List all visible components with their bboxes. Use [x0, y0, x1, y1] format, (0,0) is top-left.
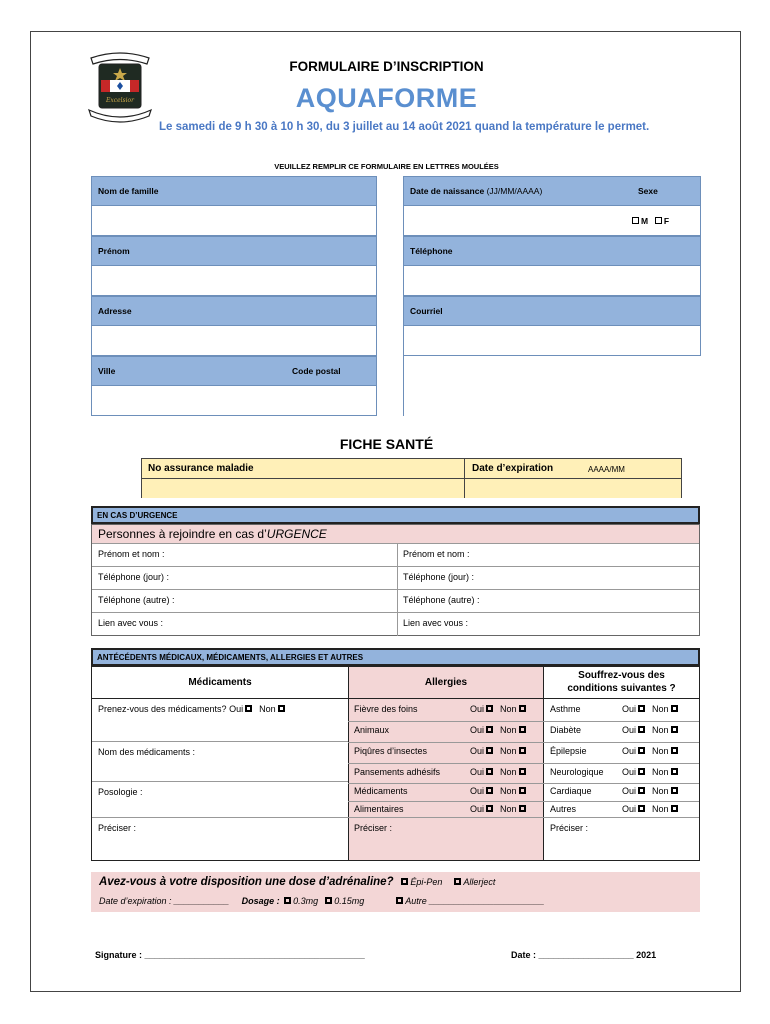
ville-input[interactable] [91, 386, 377, 416]
health-insurance-table [141, 458, 682, 498]
condition-options: Oui Non [622, 746, 680, 756]
allergy-options: Oui Non [470, 725, 528, 735]
instruction-text: VEUILLEZ REMPLIR CE FORMULAIRE EN LETTRES MOULÉES [274, 162, 499, 171]
condition-non-checkbox[interactable] [671, 787, 678, 794]
urgence-row[interactable]: Téléphone (jour) : Téléphone (jour) : [92, 567, 699, 590]
expiration-format: AAAA/MM [588, 465, 625, 474]
allergy-options: Oui Non [470, 704, 528, 714]
allergy-oui-checkbox[interactable] [486, 747, 493, 754]
allergy-non-checkbox[interactable] [519, 747, 526, 754]
nom-famille-input[interactable] [91, 206, 377, 236]
fiche-sante-title: FICHE SANTÉ [339, 436, 434, 452]
condition-label: Asthme [550, 704, 581, 714]
allergy-label: Pansements adhésifs [354, 767, 441, 777]
telephone-label: Téléphone [403, 236, 701, 266]
allergy-non-checkbox[interactable] [519, 805, 526, 812]
nom-medicaments-label: Nom des médicaments : [98, 747, 196, 757]
allergy-oui-checkbox[interactable] [486, 705, 493, 712]
urgence-row[interactable]: Lien avec vous : Lien avec vous : [98, 618, 469, 628]
sexe-m-checkbox[interactable] [632, 217, 639, 224]
urgence-intro: Personnes à rejoindre en cas d’URGENCE [92, 525, 699, 544]
adrenaline-question: Avez-vous à votre disposition une dose d’adrénaline? Épi-Pen Allerject [99, 876, 496, 888]
autre-field[interactable]: Autre _______________________ [405, 896, 545, 906]
date-naissance-input[interactable]: M F [403, 206, 701, 236]
allergy-non-checkbox[interactable] [519, 705, 526, 712]
medical-section-header: ANTÉCÉDENTS MÉDICAUX, MÉDICAMENTS, ALLERGIES ET AUTRES [91, 648, 700, 666]
prenom-input[interactable] [91, 266, 377, 296]
med-oui-checkbox[interactable] [245, 705, 252, 712]
condition-oui-checkbox[interactable] [638, 787, 645, 794]
allergy-options: Oui Non [470, 746, 528, 756]
schedule-text: Le samedi de 9 h 30 à 10 h 30, du 3 juillet au 14 août 2021 quand la température le permet. [159, 121, 650, 133]
courriel-label: Courriel [403, 296, 701, 326]
condition-label: Diabète [550, 725, 582, 735]
date-naissance-label: Date de naissance (JJ/MM/AAAA) Sexe [403, 176, 701, 206]
adresse-input[interactable] [91, 326, 377, 356]
urgence-section-header: EN CAS D’URGENCE [91, 506, 700, 524]
telephone-input[interactable] [403, 266, 701, 296]
urgence-row[interactable]: Téléphone (autre) : Téléphone (autre) : [92, 590, 699, 613]
form-page [30, 31, 741, 992]
med-preciser-label: Préciser : [98, 823, 137, 833]
condition-non-checkbox[interactable] [671, 705, 678, 712]
program-name: AQUAFORME [295, 83, 478, 113]
allergies-header: Allergies [424, 677, 468, 688]
adrenaline-details: Date d’expiration : ___________ Dosage : 0.3mg 0.15mg Autre _______________________ [99, 896, 545, 906]
condition-non-checkbox[interactable] [671, 768, 678, 775]
adrenaline-date-field[interactable]: Date d’expiration : ___________ [99, 896, 230, 906]
signature-field[interactable]: Signature : ____________________________________________ [95, 950, 365, 960]
adrenaline-section [91, 872, 700, 912]
expiration-label: Date d’expiration [472, 463, 554, 474]
sexe-f-checkbox[interactable] [655, 217, 662, 224]
date-field[interactable]: Date : ___________________ 2021 [511, 950, 657, 960]
condition-label: Épilepsie [550, 746, 587, 756]
allergy-label: Médicaments [354, 786, 408, 796]
allergy-label: Animaux [354, 725, 390, 735]
condition-oui-checkbox[interactable] [638, 805, 645, 812]
condition-oui-checkbox[interactable] [638, 726, 645, 733]
prenom-label: Prénom [91, 236, 377, 266]
epipen-checkbox[interactable] [401, 878, 408, 885]
condition-label: Neurologique [550, 767, 604, 777]
conditions-preciser-label: Préciser : [550, 823, 589, 833]
condition-options: Oui Non [622, 804, 680, 814]
courriel-input[interactable] [403, 326, 701, 356]
allergies-preciser-label: Préciser : [354, 823, 393, 833]
ville-label: Ville Code postal [91, 356, 377, 386]
condition-oui-checkbox[interactable] [638, 747, 645, 754]
dose-015-checkbox[interactable] [325, 897, 332, 904]
allergy-label: Fièvre des foins [354, 704, 418, 714]
conditions-header-2: conditions suivantes ? [567, 683, 676, 694]
allergy-label: Piqûres d’insectes [354, 746, 428, 756]
condition-non-checkbox[interactable] [671, 805, 678, 812]
svg-text:Excelsior: Excelsior [105, 97, 135, 104]
prenez-medicaments-question: Prenez-vous des médicaments? Oui Non [98, 704, 287, 714]
posologie-label: Posologie : [98, 787, 143, 797]
condition-oui-checkbox[interactable] [638, 768, 645, 775]
allergy-label: Alimentaires [354, 804, 404, 814]
allergy-options: Oui Non [470, 786, 528, 796]
allergy-non-checkbox[interactable] [519, 726, 526, 733]
condition-options: Oui Non [622, 767, 680, 777]
allergy-oui-checkbox[interactable] [486, 805, 493, 812]
condition-label: Autres [550, 804, 577, 814]
condition-oui-checkbox[interactable] [638, 705, 645, 712]
autre-checkbox[interactable] [396, 897, 403, 904]
code-postal-label: Code postal [292, 366, 341, 376]
allergy-oui-checkbox[interactable] [486, 726, 493, 733]
adresse-label: Adresse [91, 296, 377, 326]
allergy-options: Oui Non [470, 767, 528, 777]
form-title: FORMULAIRE D’INSCRIPTION [289, 59, 484, 74]
column-divider [403, 356, 404, 416]
condition-non-checkbox[interactable] [671, 747, 678, 754]
condition-options: Oui Non [622, 704, 680, 714]
medications-header: Médicaments [188, 677, 252, 688]
nom-famille-label: Nom de famille [91, 176, 377, 206]
medical-table [91, 666, 700, 861]
condition-label: Cardiaque [550, 786, 592, 796]
urgence-table [91, 524, 700, 636]
sexe-label: Sexe [638, 186, 658, 196]
med-non-checkbox[interactable] [278, 705, 285, 712]
assurance-input-row[interactable] [142, 479, 681, 498]
allergy-non-checkbox[interactable] [519, 787, 526, 794]
allergy-non-checkbox[interactable] [519, 768, 526, 775]
conditions-header-1: Souffrez-vous des [578, 670, 665, 681]
dose-03-checkbox[interactable] [284, 897, 291, 904]
condition-options: Oui Non [622, 725, 680, 735]
assurance-label: No assurance maladie [148, 463, 254, 474]
allerject-checkbox[interactable] [454, 878, 461, 885]
condition-options: Oui Non [622, 786, 680, 796]
allergy-oui-checkbox[interactable] [486, 787, 493, 794]
urgence-row[interactable]: Prénom et nom : Prénom et nom : [92, 544, 699, 567]
allergy-options: Oui Non [470, 804, 528, 814]
condition-non-checkbox[interactable] [671, 726, 678, 733]
allergy-oui-checkbox[interactable] [486, 768, 493, 775]
